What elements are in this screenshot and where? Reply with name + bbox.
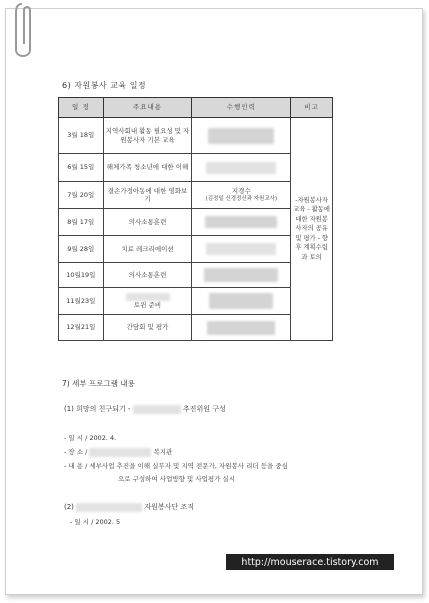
- row-staff: [192, 288, 291, 315]
- row-staff: [192, 118, 291, 154]
- staff-affiliation: (김정일 신경정신과 자원교사): [205, 195, 278, 202]
- header-note: 비고: [291, 98, 333, 118]
- row-date: 8월 17일: [59, 209, 104, 236]
- item-1-place-label: - 장 소 /: [64, 448, 88, 456]
- row-content: 결손가정아동에 대한 영화보기: [103, 182, 192, 209]
- row-staff: [192, 315, 291, 341]
- row-content: 의사소통훈련: [103, 209, 192, 236]
- item-2-date: - 일 시 / 2002. 5: [70, 518, 121, 526]
- row-date: 10월19일: [59, 263, 104, 288]
- staff-name: 지경수: [231, 187, 251, 196]
- section-6-heading: 6) 자원봉사 교육 일정: [62, 81, 147, 90]
- table-row: [59, 118, 333, 154]
- header-date: 일 정: [59, 98, 104, 118]
- item-1-title-prefix: (1) 희망의 친구되기 -: [64, 405, 131, 413]
- item-1-title-suffix: 추진위원 구성: [182, 405, 226, 413]
- row-date: 3월 18일: [59, 118, 104, 154]
- row-content: [103, 288, 192, 315]
- row-content: 치료 레크리에이션: [103, 236, 192, 263]
- row-date: 12월21일: [59, 315, 104, 341]
- row-note: -자원봉사자 교육 - 활동에 대한 자원봉사자의 공유 및 평가 - 향후 계획수립과 토의: [291, 118, 333, 341]
- item-2-title-suffix: 자원봉사단 조직: [144, 503, 194, 511]
- section-7-heading: 7) 세부 프로그램 내용: [62, 379, 135, 388]
- item-1-place-suffix: 복지관: [153, 448, 173, 456]
- item-2-title: [64, 502, 194, 512]
- item-1-place: [64, 447, 172, 457]
- item-1-content-cont: 으로 구성하여 사업방향 및 사업평가 실시: [118, 475, 236, 483]
- row-content: 지역사회내 활동 필요성 및 자원봉사자 기본 교육: [103, 118, 192, 154]
- item-1-content: - 내 용 / 세부사업 추진을 이해 실무자 및 지역 전문가, 자원봉사 리더 등을 중심: [64, 462, 288, 470]
- row-date: 7월 20일: [59, 182, 104, 209]
- item-2-title-prefix: (2): [64, 503, 74, 511]
- header-content: 주요내용: [103, 98, 192, 118]
- schedule-table: [58, 97, 333, 341]
- item-1-date: - 일 시 / 2002. 4.: [64, 434, 117, 442]
- row-staff: [192, 236, 291, 263]
- row-staff: [192, 182, 291, 209]
- row-content: 간담회 및 평가: [103, 315, 192, 341]
- item-1-title: [64, 404, 226, 414]
- row-content-text: 토윈 준비: [133, 301, 162, 309]
- row-date: 9월 28일: [59, 236, 104, 263]
- row-staff: [192, 263, 291, 288]
- row-content: 해체가족 청소년에 대한 이해: [103, 154, 192, 182]
- header-staff: 수행인력: [192, 98, 291, 118]
- row-date: 11월23일: [59, 288, 104, 315]
- row-staff: [192, 154, 291, 182]
- paperclip-icon: [12, 0, 38, 62]
- watermark: http://mouserace.tistory.com: [226, 554, 394, 570]
- row-content: 의사소통훈련: [103, 263, 192, 288]
- row-date: 6월 15일: [59, 154, 104, 182]
- row-staff: [192, 209, 291, 236]
